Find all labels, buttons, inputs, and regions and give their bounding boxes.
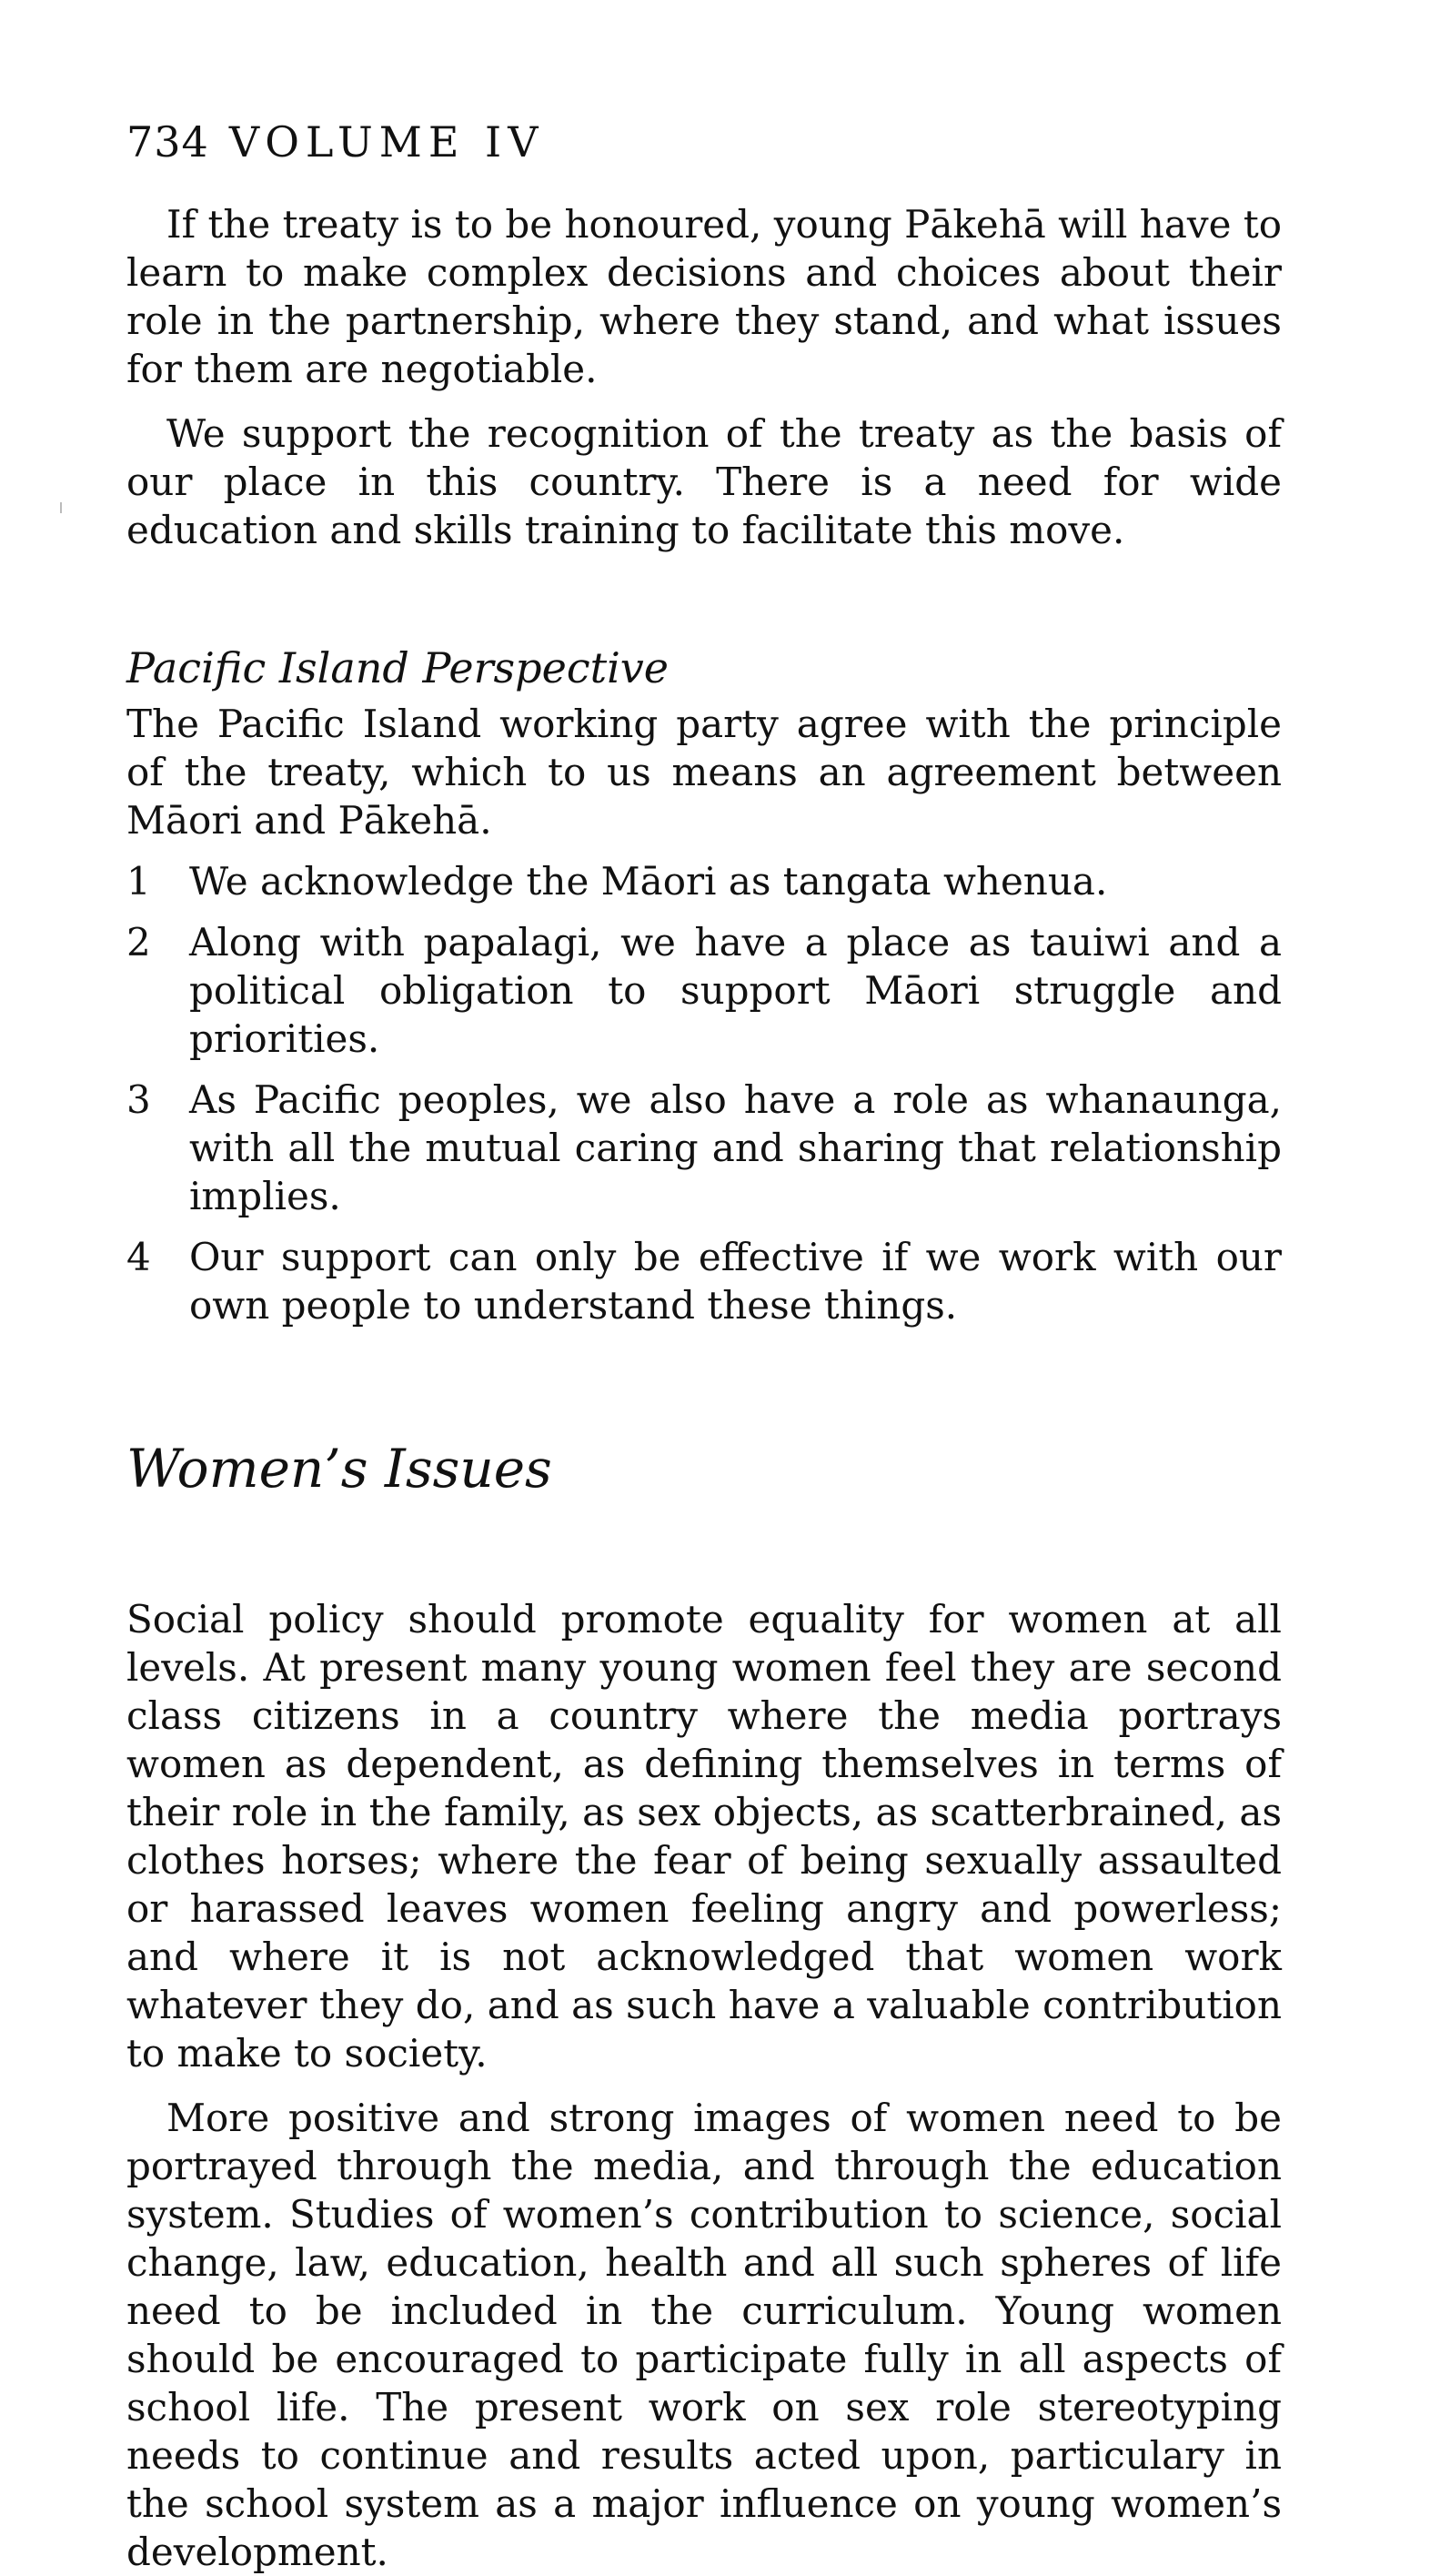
- list-item-number: 3: [126, 1077, 151, 1122]
- womens-section-heading: Women’s Issues: [126, 1438, 552, 1500]
- list-item: [126, 1076, 1282, 1220]
- pacific-points-list: [126, 857, 1282, 1329]
- list-item-text: Along with papalagi, we have a place as tauiwi and a political obligation to support Māori struggle and priorities.: [189, 920, 1282, 1061]
- volume-label: VOLUME IV: [228, 117, 545, 167]
- intro-paragraph-2: We support the recognition of the treaty as the basis of our place in this country. There is a need for wide education and skills training to facilitate this move.: [126, 411, 1282, 552]
- list-item-number: 2: [126, 920, 151, 965]
- list-item-number: 4: [126, 1235, 151, 1279]
- womens-paragraph-1: Social policy should promote equality for women at all levels. At present many young women feel they are second class citizens in a country where the media portrays women as dependent, as defining themselves in terms of their role in the family, as sex objects, as scatterbrained, as clothes horses; where the fear of being sexually assaulted or harassed leaves women feeling angry and powerless; and where it is not acknowledged that women work whatever they do, and as such have a valuable contribution to make to society.: [126, 1597, 1282, 2076]
- womens-paragraph-2: More positive and strong images of women need to be portrayed through the media, and through the education system. Studies of women’s contribution to science, social change, law, education, health and all such spheres of life need to be included in the curriculum. Young women should be encouraged to participate fully in all aspects of school life. The present work on sex role stereotyping needs to continue and results acted upon, particulary in the school system as a major influence on young women’s development.: [126, 2096, 1282, 2574]
- intro-paragraph-1: If the treaty is to be honoured, young Pākehā will have to learn to make complex decisions and choices about their role in the partnership, where they stand, and what issues for them are negotiable.: [126, 202, 1282, 391]
- page-number: 734: [126, 117, 209, 167]
- list-item: [126, 1233, 1282, 1329]
- list-item: [126, 857, 1282, 905]
- list-item-text: Our support can only be effective if we work with our own people to understand these things.: [189, 1235, 1282, 1328]
- body-text: [126, 200, 1282, 2576]
- pacific-section-heading: Pacific Island Perspective: [126, 643, 670, 692]
- list-item: [126, 918, 1282, 1063]
- list-item-text: We acknowledge the Māori as tangata whenua.: [189, 859, 1108, 904]
- list-item-text: As Pacific peoples, we also have a role as whanaunga, with all the mutual caring and sharing that relationship implies.: [189, 1077, 1282, 1218]
- running-head: [126, 116, 544, 167]
- pacific-lead-paragraph: The Pacific Island working party agree with the principle of the treaty, which to us means an agreement between Māori and Pākehā.: [126, 702, 1282, 843]
- scan-speck: [60, 502, 62, 513]
- list-item-number: 1: [126, 859, 151, 904]
